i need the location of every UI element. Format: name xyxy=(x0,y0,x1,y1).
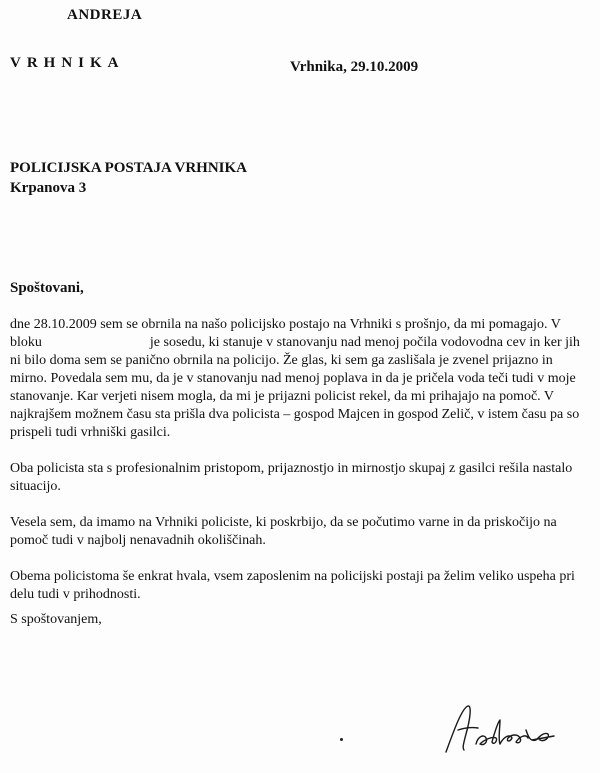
letter-body xyxy=(10,316,590,622)
paragraph-1-end: je sosedu, ki stanuje v stanovanju nad menoj počila vodovodna cev in ker jih ni bilo doma sem se panično obrnila na policijo. Že glas, ki sem ga zaslišala je zvenel prijazno in mirno. Povedala sem mu, da je v stanovanju nad menoj poplava in da je pričela voda teči tudi v moje stanovanje. Kar verjeti nisem mogla, da mi je prijazni policist rekel, da mi prihajajo na pomoč. V najkrajšem možnem času sta prišla dva policista – gospod Majcen in gospod Zelič, v istem času pa so prispeli tudi vrhniški gasilci. xyxy=(10,335,580,440)
closing: S spoštovanjem, xyxy=(10,612,102,627)
paragraph-1-start: dne 28.10.2009 sem se obrnila na našo policijsko postajo na Vrhniki s prošnjo, da mi pomagajo. V bloku xyxy=(10,317,561,350)
greeting: Spoštovani, xyxy=(10,280,84,296)
date-line: Vrhnika, 29.10.2009 xyxy=(290,59,419,75)
recipient-address: Krpanova 3 xyxy=(10,180,87,196)
sender-name: ANDREJA xyxy=(67,7,143,23)
recipient-name: POLICIJSKA POSTAJA VRHNIKA xyxy=(10,160,247,176)
recipient-block xyxy=(10,158,247,198)
paragraph-4: Obema policistoma še enkrat hvala, vsem zaposlenim na policijski postaji pa želim veliko uspeha pri delu tudi v prihodnosti. xyxy=(10,569,575,602)
paragraph-2: Oba policista sta s profesionalnim pristopom, prijaznostjo in mirnostjo skupaj z gasilci rešila nastalo situacijo. xyxy=(10,461,573,494)
sender-town: VRHNIKA xyxy=(10,55,125,71)
paragraph-3: Vesela sem, da imamo na Vrhniki policiste, ki poskrbijo, da se počutimo varne in da priskočijo na pomoč tudi v najbolj nenavadnih okoliščinah. xyxy=(10,515,557,548)
handwritten-signature-icon xyxy=(440,700,560,760)
paragraph-1 xyxy=(10,316,590,442)
ink-speck xyxy=(340,738,343,741)
